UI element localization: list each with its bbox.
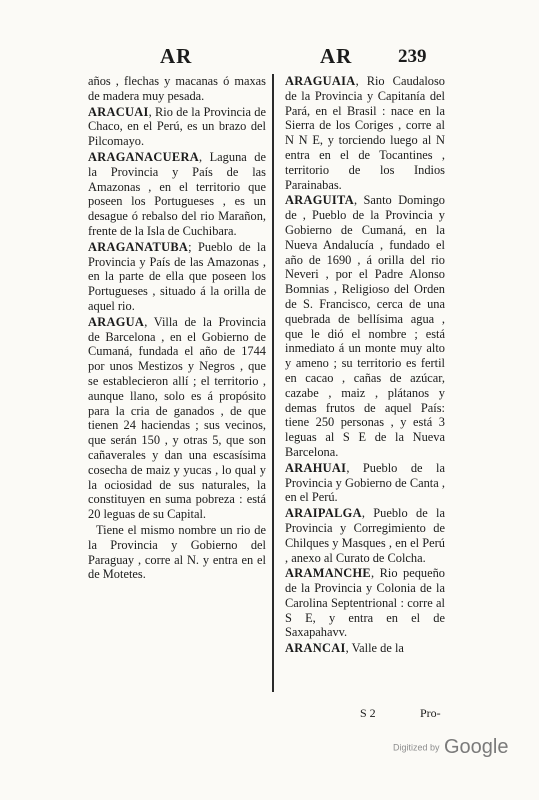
entry-arancai [285,641,445,656]
headword: ARAGUITA [285,193,354,208]
entry-text: , Valle de la [345,641,404,656]
entry-text: , Villa de la Provincia de Barcelona , en el Gobierno de Cumaná, fundada el año de 1744 por unos Mestizos y Negros , que se establecieron allí ; el territorio , aunque llano, solo es á propósito para la cria de ganados , de que tienen 24 haciendas ; sus vecinos, que serán 150 , y otras 5, que son cañaverales y dan una escasísima cosecha de maiz y yucas , lo qual y la ociosidad de sus naturales, la constituyen en suma pobreza : está 20 leguas de su Capital. [88,314,266,522]
entry-text: , Santo Domingo de , Pueblo de la Provincia y Gobierno de Cumaná, en la Nueva Andalucía , fundado el año de 1690 , á orilla del rio Neveri , por el Padre Alonso Bomnias , Religioso del Orden de S. Francisco, cerca de una quebrada de bellísima agua , que le dió el nombre ; está inmediato á un monte muy alto y ameno ; su territorio es fertil en cacao , cañas de azúcar, cazabe , maiz , plátanos y demas frutos de aquel País: tiene 250 personas , y está 3 leguas al S E de la Nueva Barcelona. [285,193,445,459]
catchword: Pro- [420,706,441,720]
headword: ARAGANACUERA [88,149,199,164]
google-logo: Google [443,736,509,758]
left-column [88,74,266,583]
entry-text: , Pueblo de la Provincia y Gobierno de Canta , en el Perú. [285,460,445,505]
headword: ARANCAI [285,641,346,656]
digitized-watermark [393,736,508,759]
entry-araguita [285,193,445,459]
entry-text: , Rio pequeño de la Provincia y Colonia de la Carolina Septentrional : corre al S E, y entra en el de Saxapahavv. [285,566,445,640]
entry-text: ; Pueblo de la Provincia y País de las Amazonas , en la parte de ella que poseen los Portugueses , situado á la orilla de aquel rio. [88,239,266,313]
watermark-prefix: Digitized by [393,742,440,753]
entry-araganacuera [88,150,266,239]
entry-aragua-river [88,523,266,582]
headword: ARAMANCHE [285,566,371,581]
page-number: 239 [398,46,427,67]
entry-text: años , flechas y macanas ó maxas de madera muy pesada. [88,74,266,103]
headword: ARAGANATUBA [88,239,189,254]
entry-aragua [88,315,266,522]
headword: ARACUAI [88,104,149,119]
entry-text: , Rio Caudaloso de la Provincia y Capitanía del Pará, en el Brasil : nace en la Sierra de los Coriges , corre al N N E, y torciendo luego al N entra en el de Tocantines , territorio de los Indios Parainabas. [285,74,445,192]
entry-araganatuba [88,240,266,314]
entry-araipalga [285,506,445,565]
entry-text: , Rio de la Provincia de Chaco, en el Perú, es un brazo del Pilcomayo. [88,104,266,149]
entry-text: Tiene el mismo nombre un rio de la Provincia y Gobierno del Paraguay , corre al N. y entra en el de Motetes. [88,522,266,582]
signature-mark: S 2 [360,706,376,720]
running-header [0,44,539,74]
entry-araguaia [285,74,445,192]
headword: ARAIPALGA [285,506,362,521]
entry-text: , Pueblo de la Provincia y Corregimiento de Chilques y Masques , en el Perú , anexo al Curato de Colcha. [285,506,445,565]
entry-aramanche [285,566,445,640]
headword: ARAGUA [88,314,145,329]
header-left: AR [160,44,193,68]
right-column [285,74,445,657]
column-divider [272,74,274,692]
entry-arahuai [285,461,445,505]
header-right: AR [320,44,353,68]
headword: ARAHUAI [285,460,347,475]
entry-continuation [88,74,266,104]
entry-text: , Laguna de la Provincia y País de las Amazonas , en el territorio que poseen los Portugueses , es un desague ó rebalso del rio Marañon, frente de la Isla de Cuchibara. [88,149,266,238]
entry-aracuai [88,105,266,149]
headword: ARAGUAIA [285,74,356,88]
